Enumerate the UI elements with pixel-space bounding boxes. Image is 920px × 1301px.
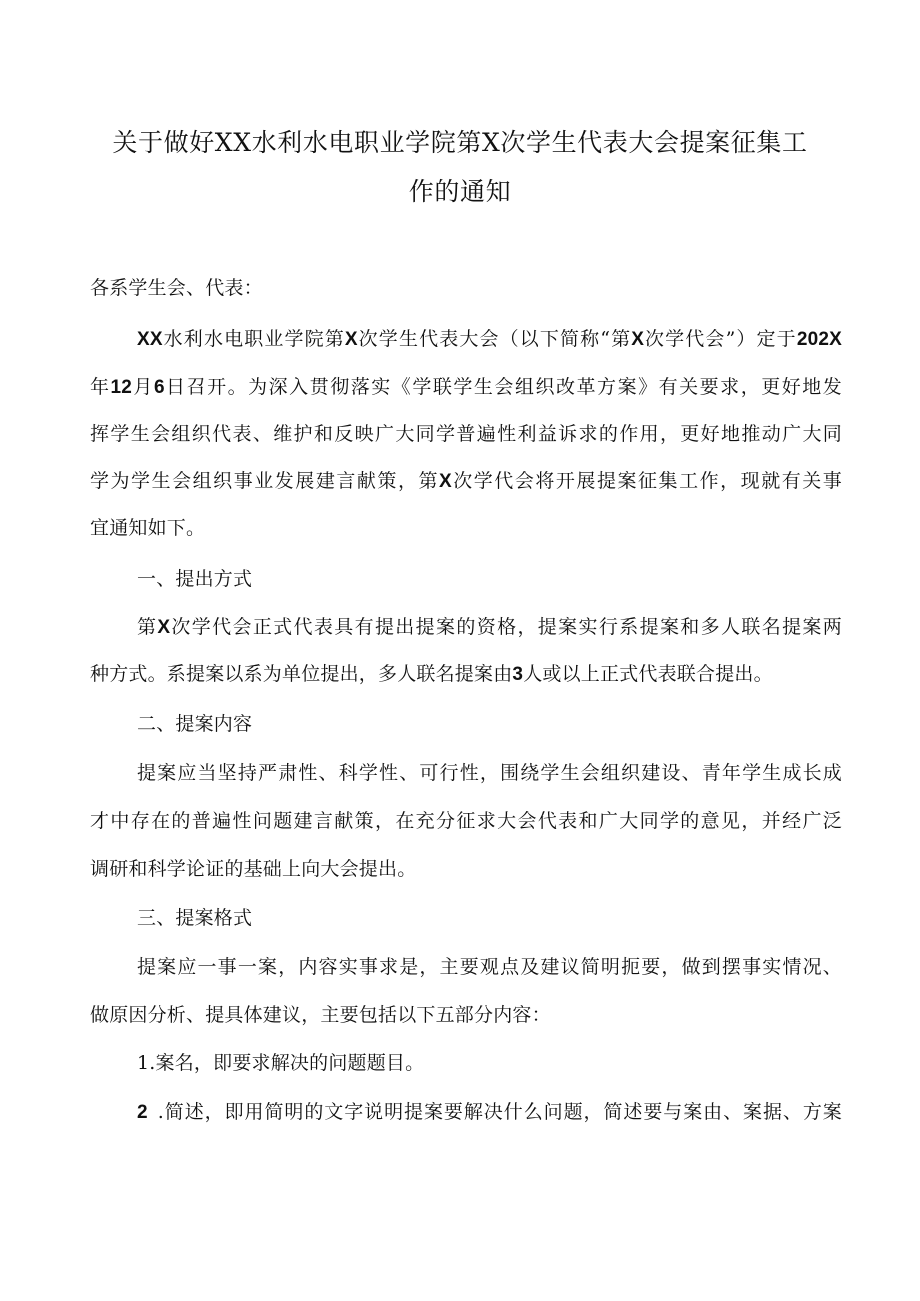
section-2-heading: 二、提案内容 <box>137 713 253 735</box>
section-1-line-2: 种方式。系提案以系为单位提出，多人联名提案由3人或以上正式代表联合提出。 <box>90 663 773 685</box>
section-2-line-3: 调研和科学论证的基础上向大会提出。 <box>90 858 417 880</box>
section-3-line-2: 做原因分析、提具体建议，主要包括以下五部分内容： <box>90 1004 551 1026</box>
intro-line-2: 年12月6日召开。为深入贯彻落实《学联学生会组织改革方案》有关要求，更好地发 <box>90 376 842 398</box>
section-3-item-1: 1.案名，即要求解决的问题题目。 <box>137 1052 425 1074</box>
salutation: 各系学生会、代表： <box>90 277 263 299</box>
document-title-line-2: 作的通知 <box>408 177 512 206</box>
intro-line-4: 学为学生会组织事业发展建言献策，第X次学代会将开展提案征集工作，现就有关事 <box>90 470 842 492</box>
section-3-line-1: 提案应一事一案，内容实事求是，主要观点及建议简明扼要，做到摆事实情况、 <box>137 956 842 978</box>
intro-line-5: 宜通知如下。 <box>90 517 206 539</box>
section-3-item-2: 2 .简述，即用简明的文字说明提案要解决什么问题，简述要与案由、案据、方案 <box>137 1101 842 1123</box>
intro-line-1: XX水利水电职业学院第X次学生代表大会（以下简称“第X次学代会”）定于202X <box>137 328 842 350</box>
section-1-heading: 一、提出方式 <box>137 568 253 590</box>
section-3-heading: 三、提案格式 <box>137 907 253 929</box>
document-title-line-1: 关于做好XX水利水电职业学院第X次学生代表大会提案征集工 <box>112 128 808 157</box>
intro-line-3: 挥学生会组织代表、维护和反映广大同学普遍性利益诉求的作用，更好地推动广大同 <box>90 423 842 445</box>
section-1-line-1: 第X次学代会正式代表具有提出提案的资格，提案实行系提案和多人联名提案两 <box>137 616 842 638</box>
section-2-line-2: 才中存在的普遍性问题建言献策，在充分征求大会代表和广大同学的意见，并经广泛 <box>90 810 842 832</box>
section-2-line-1: 提案应当坚持严肃性、科学性、可行性，围绕学生会组织建设、青年学生成长成 <box>137 762 842 784</box>
